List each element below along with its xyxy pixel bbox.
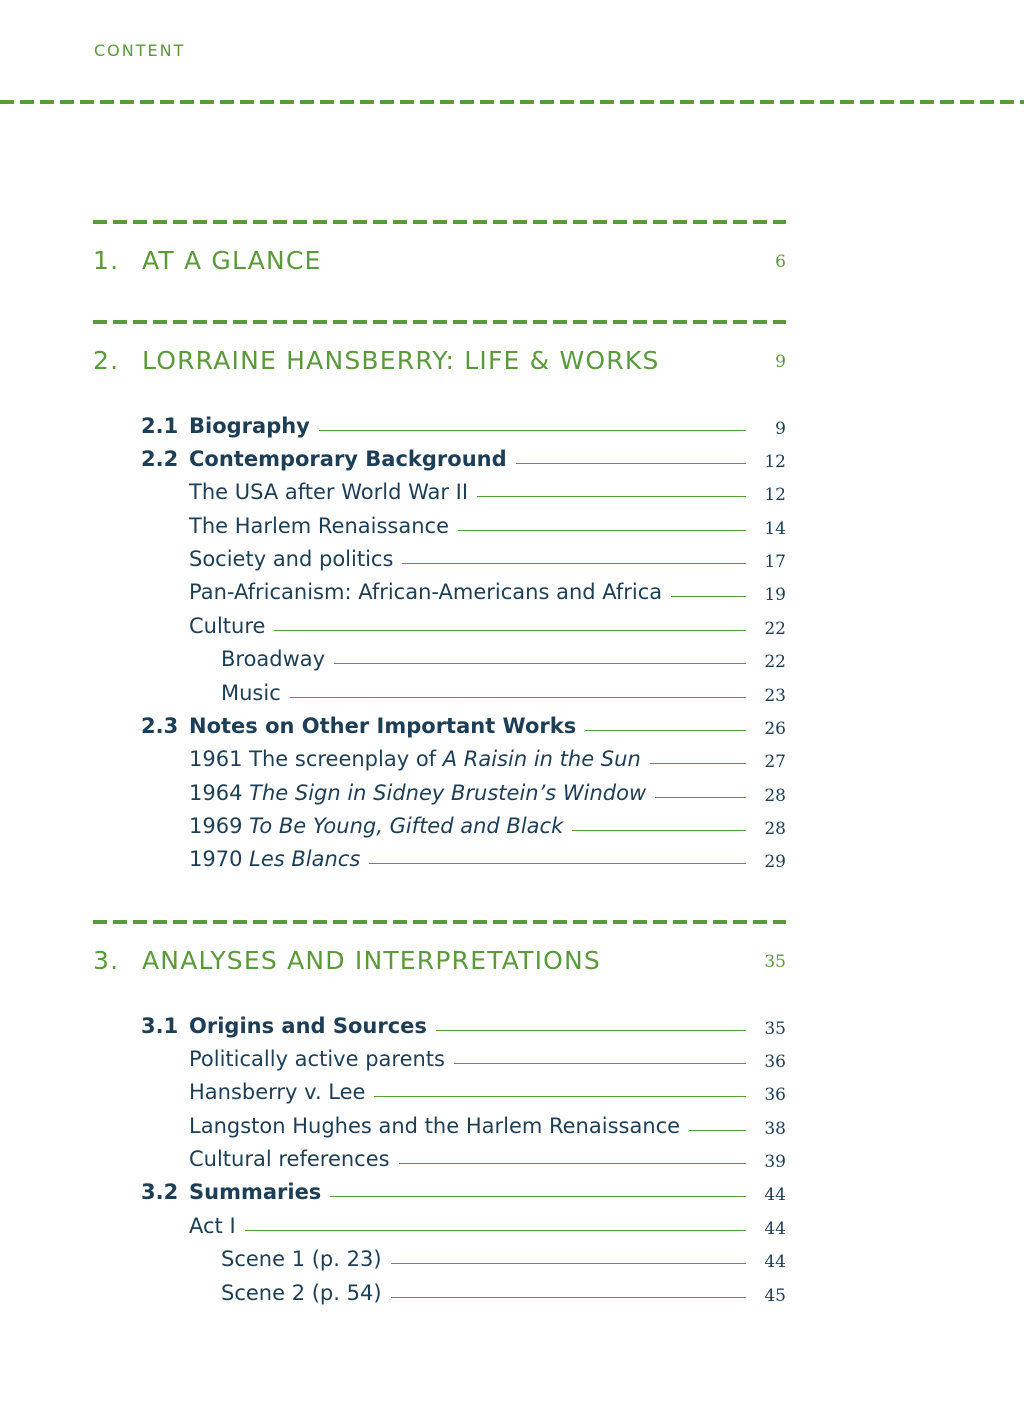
section-number: 1. — [93, 246, 120, 275]
dot-leader — [391, 1281, 746, 1298]
dot-leader — [330, 1180, 746, 1197]
dot-leader — [290, 681, 746, 698]
toc-entry-2-1[interactable] — [0, 414, 786, 444]
toc-entry[interactable] — [0, 1114, 786, 1144]
dot-leader — [274, 614, 746, 631]
section-divider — [93, 220, 786, 224]
toc-entry[interactable] — [0, 647, 786, 677]
dot-leader — [334, 647, 746, 664]
entry-text: 1969 To Be Young, Gifted and Black — [189, 814, 746, 838]
entry-text: Society and politics — [189, 547, 746, 571]
dot-leader — [650, 747, 746, 764]
section-divider — [93, 920, 786, 924]
entry-text: Act I — [189, 1214, 746, 1238]
section-page: 6 — [775, 252, 786, 272]
entry-page: 28 — [764, 819, 786, 839]
entry-page: 28 — [764, 786, 786, 806]
section-number: 2. — [93, 346, 120, 375]
section-title: ANALYSES AND INTERPRETATIONS — [142, 946, 602, 975]
section-title: AT A GLANCE — [142, 246, 322, 275]
toc-entry[interactable] — [0, 614, 786, 644]
entry-text: Culture — [189, 614, 746, 638]
toc-entry-2-2[interactable] — [0, 447, 786, 477]
dot-leader — [245, 1214, 746, 1231]
dot-leader — [655, 781, 746, 798]
dot-leader — [391, 1247, 746, 1264]
toc-entry[interactable] — [0, 681, 786, 711]
toc-entry[interactable] — [0, 1047, 786, 1077]
entry-page: 19 — [764, 585, 786, 605]
dot-leader — [399, 1147, 746, 1164]
toc-entry[interactable] — [0, 480, 786, 510]
entry-number: 3.2 — [141, 1180, 179, 1204]
toc-section-2[interactable] — [93, 346, 786, 386]
entry-text: Biography — [189, 414, 746, 438]
dot-leader — [454, 1047, 746, 1064]
entry-text: Scene 1 (p. 23) — [221, 1247, 746, 1271]
section-page: 9 — [775, 352, 786, 372]
entry-page: 29 — [764, 852, 786, 872]
toc-entry[interactable] — [0, 580, 786, 610]
entry-text: Notes on Other Important Works — [189, 714, 746, 738]
entry-text: Politically active parents — [189, 1047, 746, 1071]
dot-leader — [516, 447, 746, 464]
entry-page: 45 — [764, 1286, 786, 1306]
entry-text: 1970 Les Blancs — [189, 847, 746, 871]
dot-leader — [402, 547, 746, 564]
toc-section-3[interactable] — [93, 946, 786, 986]
entry-text: Hansberry v. Lee — [189, 1080, 746, 1104]
entry-page: 22 — [764, 652, 786, 672]
toc-entry[interactable] — [0, 514, 786, 544]
dot-leader — [585, 714, 746, 731]
entry-text: The USA after World War II — [189, 480, 746, 504]
toc-entry[interactable] — [0, 1214, 786, 1244]
toc-entry[interactable] — [0, 1281, 786, 1311]
entry-page: 44 — [764, 1219, 786, 1239]
section-title: LORRAINE HANSBERRY: LIFE & WORKS — [142, 346, 660, 375]
entry-number: 2.1 — [141, 414, 179, 438]
toc-entry-2-3[interactable] — [0, 714, 786, 744]
entry-page: 27 — [764, 752, 786, 772]
entry-page: 22 — [764, 619, 786, 639]
entry-text: Pan-Africanism: African-Americans and Africa — [189, 580, 746, 604]
section-number: 3. — [93, 946, 120, 975]
entry-text: Langston Hughes and the Harlem Renaissance — [189, 1114, 746, 1138]
entry-page: 36 — [764, 1052, 786, 1072]
entry-page: 36 — [764, 1085, 786, 1105]
entry-text: The Harlem Renaissance — [189, 514, 746, 538]
header-dashed-rule — [0, 100, 1024, 104]
entry-text: Origins and Sources — [189, 1014, 746, 1038]
entry-number: 2.3 — [141, 714, 179, 738]
dot-leader — [436, 1014, 746, 1031]
toc-entry[interactable] — [0, 781, 786, 811]
toc-entry[interactable] — [0, 814, 786, 844]
entry-page: 9 — [775, 419, 786, 439]
section-divider — [93, 320, 786, 324]
dot-leader — [458, 514, 746, 531]
toc-entry[interactable] — [0, 747, 786, 777]
entry-text: Cultural references — [189, 1147, 746, 1171]
entry-page: 23 — [764, 686, 786, 706]
toc-entry[interactable] — [0, 547, 786, 577]
dot-leader — [689, 1114, 746, 1131]
entry-text: Summaries — [189, 1180, 746, 1204]
section-page: 35 — [764, 952, 786, 972]
toc-entry[interactable] — [0, 1247, 786, 1277]
entry-page: 39 — [764, 1152, 786, 1172]
dot-leader — [572, 814, 746, 831]
toc-entry[interactable] — [0, 1147, 786, 1177]
dot-leader — [374, 1080, 746, 1097]
running-header: CONTENT — [94, 41, 186, 60]
entry-text: Broadway — [221, 647, 746, 671]
toc-entry[interactable] — [0, 847, 786, 877]
entry-text: Contemporary Background — [189, 447, 746, 471]
entry-text: Music — [221, 681, 746, 705]
dot-leader — [369, 847, 746, 864]
entry-number: 3.1 — [141, 1014, 179, 1038]
entry-page: 44 — [764, 1252, 786, 1272]
toc-section-1[interactable] — [93, 246, 786, 286]
entry-page: 12 — [764, 452, 786, 472]
entry-page: 35 — [764, 1019, 786, 1039]
toc-entry-3-2[interactable] — [0, 1180, 786, 1210]
entry-page: 17 — [764, 552, 786, 572]
entry-page: 12 — [764, 485, 786, 505]
entry-page: 44 — [764, 1185, 786, 1205]
dot-leader — [671, 580, 746, 597]
toc-entry[interactable] — [0, 1080, 786, 1110]
entry-number: 2.2 — [141, 447, 179, 471]
entry-page: 26 — [764, 719, 786, 739]
dot-leader — [319, 414, 746, 431]
entry-page: 14 — [764, 519, 786, 539]
toc-entry-3-1[interactable] — [0, 1014, 786, 1044]
dot-leader — [477, 480, 746, 497]
entry-text: 1964 The Sign in Sidney Brustein’s Window — [189, 781, 746, 805]
entry-page: 38 — [764, 1119, 786, 1139]
entry-text: Scene 2 (p. 54) — [221, 1281, 746, 1305]
entry-text: 1961 The screenplay of A Raisin in the Sun — [189, 747, 746, 771]
